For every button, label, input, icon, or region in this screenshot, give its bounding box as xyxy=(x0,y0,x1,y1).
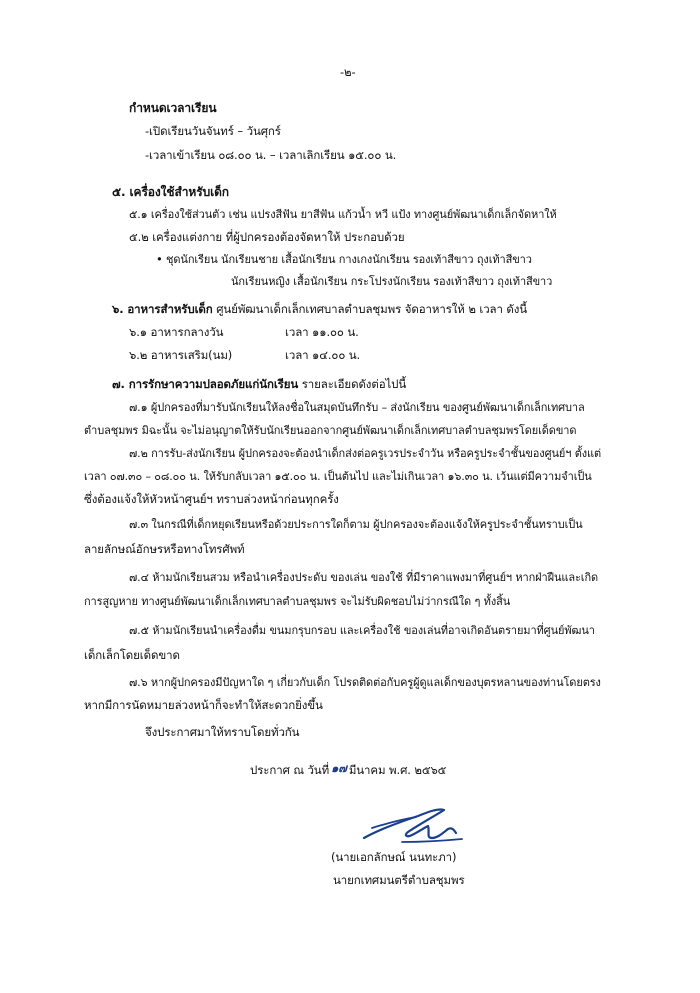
signature-stroke-main xyxy=(364,809,456,838)
supplies-heading: ๕. เครื่องใช้สำหรับเด็ก xyxy=(112,185,229,199)
date-prefix: ประกาศ ณ วันที่ xyxy=(250,763,330,777)
date-day: ๑๗ xyxy=(331,761,347,775)
snack-label: ๖.๒ อาหารเสริม(นม) xyxy=(129,348,233,362)
supplies-item-1: ๕.๑ เครื่องใช้ส่วนตัว เช่น แปรงสีฟัน ยาสีฟัน แก้วน้ำ หวี แป้ง ทางศูนย์พัฒนาเด็กเล็กจัดหาให้ xyxy=(129,208,557,221)
safety-p2-line-3: ซึ่งต้องแจ้งให้หัวหน้าศูนย์ฯ ทราบล่วงหน้าก่อนทุกครั้ง xyxy=(84,492,339,506)
safety-p5-line-1: ๗.๕ ห้ามนักเรียนนำเครื่องดื่ม ขนมกรุบกรอบ และเครื่องใช้ ของเล่นที่อาจเกิดอันตรายมาที่ศูนย์พัฒนา xyxy=(129,624,595,637)
page-number: -๒- xyxy=(340,65,356,79)
safety-p4-line-2: การสูญหาย ทางศูนย์พัฒนาเด็กเล็กเทศบาลตำบลชุมพร จะไม่รับผิดชอบไม่ว่ากรณีใด ๆ ทั้งสิ้น xyxy=(84,595,511,608)
safety-p5-line-2: เด็กเล็กโดยเด็ดขาด xyxy=(84,648,180,662)
food-heading-rest: ศูนย์พัฒนาเด็กเล็กเทศบาลตำบลชุมพร จัดอาหารให้ ๒ เวลา ดังนี้ xyxy=(216,302,528,316)
announcement-line: จึงประกาศมาให้ทราบโดยทั่วกัน xyxy=(145,725,300,739)
safety-p3-line-1: ๗.๓ ในกรณีที่เด็กหยุดเรียนหรือด้วยประการใดก็ตาม ผู้ปกครองจะต้องแจ้งให้ครูประจำชั้นทราบเป็น xyxy=(129,518,583,531)
safety-heading-rest: รายละเอียดดังต่อไปนี้ xyxy=(301,377,407,391)
snack-time: เวลา ๑๔.๐๐ น. xyxy=(285,348,361,362)
safety-p6-line-2: หากมีการนัดหมายล่วงหน้าก็จะทำให้สะดวกยิ่งขึ้น xyxy=(84,698,323,712)
safety-p3-line-2: ลายลักษณ์อักษรหรือทางโทรศัพท์ xyxy=(84,542,245,556)
safety-heading-bold: ๗. การรักษาความปลอดภัยแก่นักเรียน xyxy=(112,377,299,391)
lunch-time: เวลา ๑๑.๐๐ น. xyxy=(285,325,359,339)
signer-title: นายกเทศมนตรีตำบลชุมพร xyxy=(333,873,465,887)
safety-p2-line-2: เวลา ๐๗.๓๐ – ๐๘.๐๐ น. ให้รับกลับเวลา ๑๕.๐๐ น. เป็นต้นไป และไม่เกินเวลา ๑๖.๓๐ น. เว้นแต่มีความจำเป็น xyxy=(84,470,592,483)
date-rest: มีนาคม พ.ศ. ๒๕๖๕ xyxy=(348,763,447,777)
schedule-heading: กำหนดเวลาเรียน xyxy=(129,101,217,115)
issue-date xyxy=(250,761,447,777)
safety-p4-line-1: ๗.๔ ห้ามนักเรียนสวม หรือนำเครื่องประดับ ของเล่น ของใช้ ที่มีราคาแพงมาที่ศูนย์ฯ หากฝ่าฝืนและเกิด xyxy=(129,571,599,584)
safety-p2-line-1: ๗.๒ การรับ-ส่งนักเรียน ผู้ปกครองจะต้องนำเด็กส่งต่อครูเวรประจำวัน หรือครูประจำชั้นของศูนย์ฯ ตั้งแต่ xyxy=(129,447,602,460)
food-heading-bold: ๖. อาหารสำหรับเด็ก xyxy=(112,302,213,316)
lunch-label: ๖.๑ อาหารกลางวัน xyxy=(129,325,224,339)
uniform-girls: นักเรียนหญิง เสื้อนักเรียน กระโปรงนักเรียน รองเท้าสีขาว ถุงเท้าสีขาว xyxy=(231,275,553,288)
uniform-bullet: • xyxy=(156,252,163,266)
signer-name: (นายเอกลักษณ์ นนทะภา) xyxy=(331,850,457,864)
schedule-hours: -เวลาเข้าเรียน ๐๘.๐๐ น. – เวลาเลิกเรียน ๑๕.๐๐ น. xyxy=(145,148,397,162)
supplies-item-2: ๕.๒ เครื่องแต่งกาย ที่ผู้ปกครองต้องจัดหาให้ ประกอบด้วย xyxy=(129,230,405,244)
signature-graphic xyxy=(358,802,470,850)
safety-p1-line-2: ตำบลชุมพร มิฉะนั้น จะไม่อนุญาตให้รับนักเรียนออกจากศูนย์พัฒนาเด็กเล็กเทศบาลตำบลชุมพรโดยเด็ดขาด xyxy=(84,424,577,437)
schedule-days: -เปิดเรียนวันจันทร์ – วันศุกร์ xyxy=(145,124,281,138)
safety-p6-line-1: ๗.๖ หากผู้ปกครองมีปัญหาใด ๆ เกี่ยวกับเด็ก โปรดติดต่อกับครูผู้ดูแลเด็กของบุตรหลานของท่านโดยตรง xyxy=(129,676,601,689)
food-heading xyxy=(112,304,527,316)
safety-p1-line-1: ๗.๑ ผู้ปกครองที่มารับนักเรียนให้ลงชื่อในสมุดบันทึกรับ – ส่งนักเรียน ของศูนย์พัฒนาเด็กเล็กเทศบาล xyxy=(129,401,585,414)
uniform-boys: ชุดนักเรียน นักเรียนชาย เสื้อนักเรียน กางเกงนักเรียน รองเท้าสีขาว ถุงเท้าสีขาว xyxy=(166,253,532,266)
safety-heading xyxy=(112,379,406,391)
